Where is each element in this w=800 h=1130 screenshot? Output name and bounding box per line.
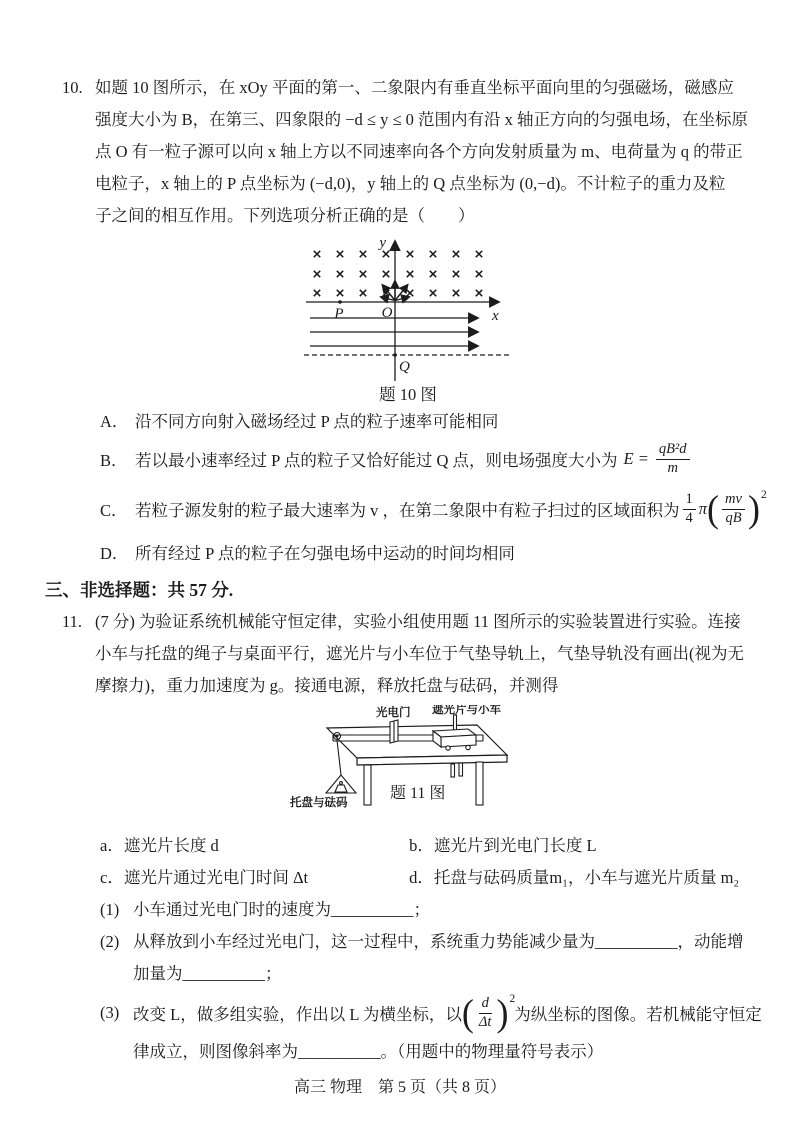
magnetic-field-crosses bbox=[314, 251, 482, 296]
photogate-label: 光电门 bbox=[376, 707, 411, 719]
option-c-quarter-numerator: 1 bbox=[683, 491, 696, 509]
option-a-text: 沿不同方向射入磁场经过 P 点的粒子速率可能相同 bbox=[135, 412, 499, 431]
item-c: c．遮光片通过光电门时间 Δt bbox=[100, 868, 309, 887]
question-10-number: 10. bbox=[62, 78, 83, 97]
figure-10-diagram bbox=[302, 234, 514, 384]
figure-10-caption: 题 10 图 bbox=[379, 385, 437, 404]
option-c-pi-symbol: π bbox=[698, 499, 708, 518]
option-b-fraction bbox=[656, 441, 690, 476]
question-10-line-5: 子之间的相互作用。下列选项分析正确的是（ ） bbox=[95, 206, 475, 225]
section-3-header: 三、非选择题：共 57 分. bbox=[45, 580, 234, 600]
option-b-fraction-denominator: m bbox=[667, 459, 678, 476]
option-b-equation-lhs: E = bbox=[623, 449, 649, 468]
part-1-number: (1) bbox=[100, 900, 120, 919]
option-c-label: C． bbox=[100, 501, 128, 520]
question-11 bbox=[62, 606, 762, 1068]
measured-items-row-2 bbox=[100, 862, 742, 894]
option-c bbox=[100, 482, 767, 536]
option-d-label: D． bbox=[100, 544, 129, 563]
figure-11 bbox=[280, 705, 620, 827]
question-11-line-1 bbox=[62, 606, 742, 638]
cart-with-shade-plate bbox=[433, 715, 476, 750]
close-paren: ) bbox=[496, 992, 509, 1034]
question-10-line-1 bbox=[62, 72, 742, 104]
open-paren: ( bbox=[461, 992, 474, 1034]
origin-label: O bbox=[381, 305, 393, 321]
option-c-quarter-fraction bbox=[683, 491, 696, 526]
question-11-text: (7 分) 为验证系统机械能守恒定律，实验小组使用题 11 图所示的实验装置进行实验。连接 bbox=[95, 612, 741, 631]
part-2-line-1 bbox=[100, 926, 744, 958]
option-d-text: 所有经过 P 点的粒子在匀强电场中运动的时间均相同 bbox=[135, 544, 515, 563]
question-11-line-2: 小车与托盘的绳子与桌面平行，遮光片与小车位于气垫导轨上，气垫导轨没有画出(视为无 bbox=[95, 644, 744, 663]
option-a-label: A． bbox=[100, 412, 129, 431]
option-c-text: 若粒子源发射的粒子最大速率为 v ，在第二象限中有粒子扫过的区域面积为 bbox=[135, 501, 680, 520]
part-3-line-1 bbox=[100, 990, 762, 1036]
option-a bbox=[100, 404, 742, 436]
option-c-mv-denominator: qB bbox=[725, 509, 742, 526]
option-d bbox=[100, 536, 742, 568]
question-10-line-3: 点 O 有一粒子源可以向 x 轴上方以不同速率向各个方向发射质量为 m、电荷量为 q 的带正 bbox=[95, 142, 743, 161]
question-11-number: 11. bbox=[62, 612, 83, 631]
option-b bbox=[100, 436, 742, 482]
cart-wheel bbox=[446, 746, 450, 750]
table bbox=[327, 725, 507, 765]
option-b-fraction-numerator: qB²d bbox=[656, 441, 690, 459]
part-3-exponent: 2 bbox=[509, 993, 516, 1005]
figure-11-caption: 题 11 图 bbox=[390, 785, 446, 802]
part-3-number: (3) bbox=[100, 1003, 120, 1022]
figure-11-diagram bbox=[280, 705, 620, 827]
electric-field-lines bbox=[310, 318, 478, 346]
photogate bbox=[390, 720, 398, 743]
part-2-number: (2) bbox=[100, 932, 120, 951]
part-3-line-2: 律成立，则图像斜率为__________。（用题中的物理量符号表示） bbox=[133, 1042, 604, 1061]
part-3-fraction bbox=[477, 995, 494, 1030]
weight-hook bbox=[340, 782, 343, 785]
y-axis-label: y bbox=[379, 235, 386, 251]
string bbox=[337, 740, 341, 775]
option-c-exponent: 2 bbox=[760, 489, 767, 501]
item-a: a．遮光片长度 d bbox=[100, 836, 219, 855]
part-3-text-post: 为纵坐标的图像。若机械能守恒定 bbox=[514, 1005, 762, 1024]
question-11-line-3: 摩擦力)，重力加速度为 g。接通电源，释放托盘与砝码，并测得 bbox=[95, 676, 559, 695]
part-2-text: 从释放到小车经过光电门，这一过程中，系统重力势能减少量为__________，动能增 bbox=[133, 932, 744, 951]
question-10-line-2: 强度大小为 B，在第三、四象限的 −d ≤ y ≤ 0 范围内有沿 x 轴正方向的匀强电场，在坐标原 bbox=[95, 110, 749, 129]
cart-wheel bbox=[466, 745, 470, 749]
page-footer: 高三 物理 第 5 页（共 8 页） bbox=[293, 1079, 506, 1096]
x-axis-label: x bbox=[492, 308, 499, 324]
item-d: d．托盘与砝码质量m₁，小车与遮光片质量 m₂ bbox=[409, 868, 740, 887]
point-q-dot bbox=[393, 353, 397, 357]
option-b-text: 若以最小速率经过 P 点的粒子又恰好能过 Q 点，则电场强度大小为 bbox=[135, 451, 618, 470]
tray-label: 托盘与砝码 bbox=[290, 797, 348, 809]
part-3-fraction-numerator: d bbox=[479, 995, 492, 1013]
weight bbox=[335, 785, 347, 792]
question-10-line-4: 电粒子，x 轴上的 P 点坐标为 (−d,0)，y 轴上的 Q 点坐标为 (0,−d)。不计粒子的重力及粒 bbox=[95, 174, 726, 193]
cart-label: 遮光片与小车 bbox=[432, 705, 501, 716]
measured-items-row-1 bbox=[100, 830, 742, 862]
origin-emission-arrows bbox=[381, 281, 409, 301]
option-c-mv-numerator: mv bbox=[722, 491, 745, 509]
option-c-mv-fraction bbox=[722, 491, 745, 526]
point-p-label: P bbox=[334, 306, 344, 322]
part-1 bbox=[100, 894, 742, 926]
open-paren: ( bbox=[707, 488, 720, 530]
part-1-text: 小车通过光电门时的速度为__________； bbox=[133, 900, 430, 919]
option-c-quarter-denominator: 4 bbox=[685, 509, 693, 526]
close-paren: ) bbox=[747, 488, 760, 530]
question-10-text: 如题 10 图所示，在 xOy 平面的第一、二象限内有垂直坐标平面向里的匀强磁场，磁感应 bbox=[95, 78, 734, 97]
option-b-label: B． bbox=[100, 451, 128, 470]
part-3-text-pre: 改变 L，做多组实验，作出以 L 为横坐标，以 bbox=[133, 1005, 462, 1024]
question-10 bbox=[62, 72, 767, 568]
part-2-line-2: 加量为__________； bbox=[133, 964, 282, 983]
part-3-fraction-denominator: Δt bbox=[478, 1013, 492, 1030]
figure-10 bbox=[302, 234, 514, 404]
point-q-label: Q bbox=[399, 359, 410, 375]
item-b: b．遮光片到光电门长度 L bbox=[409, 836, 597, 855]
point-p-dot bbox=[338, 300, 342, 304]
